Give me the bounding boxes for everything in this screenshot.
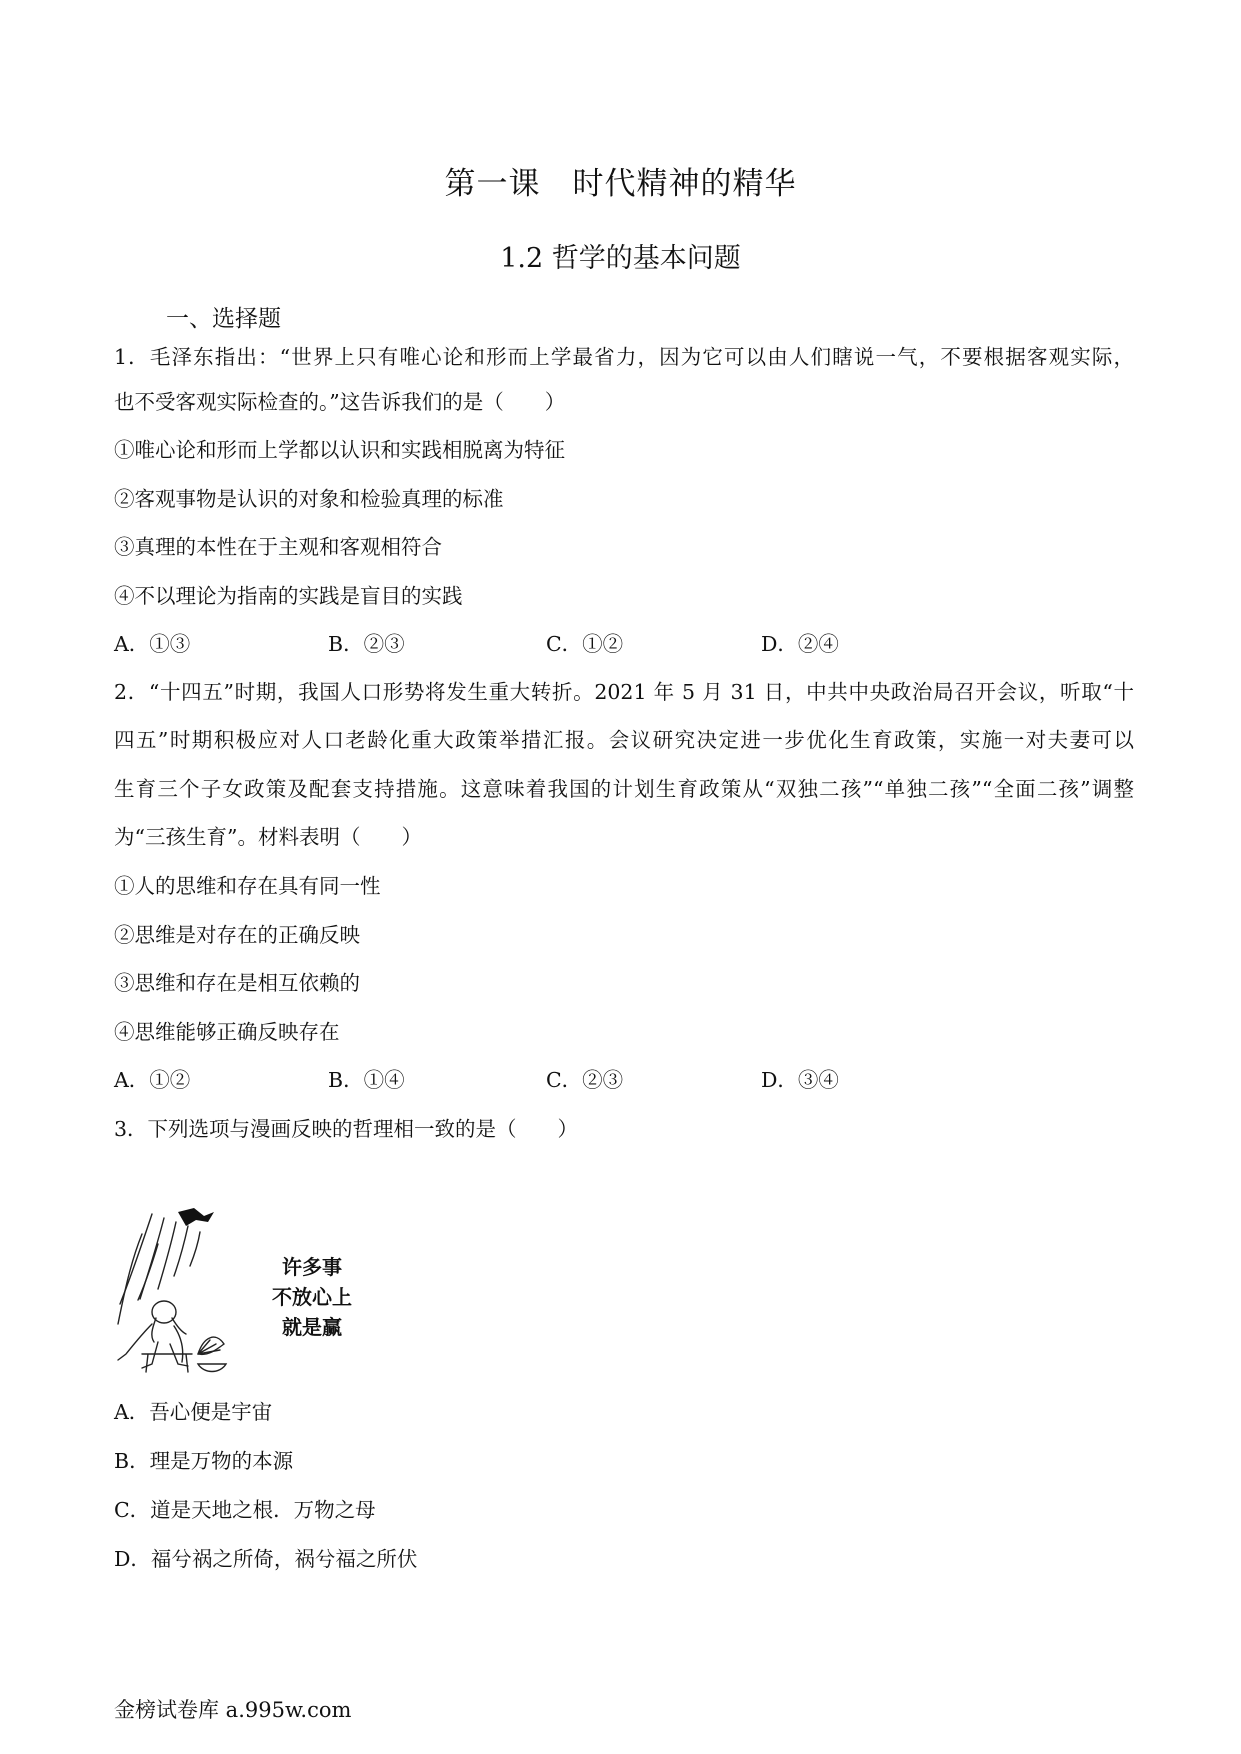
question-2-option-a[interactable]: A．①②	[114, 1068, 191, 1092]
question-3-stem: 3．下列选项与漫画反映的哲理相一致的是（ ）	[114, 1117, 579, 1141]
bird-icon	[178, 1208, 214, 1226]
question-1-statement-4: ④不以理论为指南的实践是盲目的实践	[114, 584, 463, 608]
footer-watermark: 金榜试卷库 a.995w.com	[114, 1698, 352, 1722]
question-3-option-c[interactable]: C．道是天地之根．万物之母	[114, 1498, 376, 1522]
cartoon-caption-line-1: 许多事	[282, 1255, 342, 1279]
cartoon-caption	[262, 1252, 362, 1342]
question-1-option-a[interactable]: A．①③	[114, 632, 191, 656]
question-2-stem-line-4: 为“三孩生育”。材料表明（ ）	[114, 825, 422, 849]
question-2-stem-line-1: 2．“十四五”时期，我国人口形势将发生重大转折。2021 年 5 月 31 日，中共中央政治局召开会议，听取“十	[114, 680, 1134, 704]
question-1-option-d[interactable]: D．②④	[761, 632, 839, 656]
section-subtitle: 1.2 哲学的基本问题	[500, 243, 741, 274]
question-2-statement-2: ②思维是对存在的正确反映	[114, 923, 360, 947]
question-1-stem-line-1: 1．毛泽东指出：“世界上只有唯心论和形而上学最省力，因为它可以由人们瞎说一气，不要根据客观实际，	[114, 345, 1134, 369]
question-3-option-d[interactable]: D．福兮祸之所倚，祸兮福之所伏	[114, 1547, 418, 1571]
question-1-statement-2: ②客观事物是认识的对象和检验真理的标准	[114, 487, 504, 511]
cartoon-caption-line-3: 就是赢	[282, 1315, 342, 1339]
question-2-stem-line-3: 生育三个子女政策及配套支持措施。这意味着我国的计划生育政策从“双独二孩”“单独二孩”“全面二孩”调整	[114, 777, 1134, 801]
question-1-option-b[interactable]: B．②③	[328, 632, 405, 656]
question-1-option-c[interactable]: C．①②	[546, 632, 624, 656]
question-2-statement-1: ①人的思维和存在具有同一性	[114, 874, 381, 898]
question-2-option-b[interactable]: B．①④	[328, 1068, 405, 1092]
question-1-statement-3: ③真理的本性在于主观和客观相符合	[114, 535, 442, 559]
question-3-option-a[interactable]: A．吾心便是宇宙	[114, 1400, 273, 1424]
question-3-option-b[interactable]: B．理是万物的本源	[114, 1449, 294, 1473]
question-2-statement-3: ③思维和存在是相互依赖的	[114, 971, 360, 995]
question-1-statement-1: ①唯心论和形而上学都以认识和实践相脱离为特征	[114, 438, 565, 462]
question-1-stem-line-2: 也不受客观实际检查的。”这告诉我们的是（ ）	[114, 390, 566, 414]
question-2-option-d[interactable]: D．③④	[761, 1068, 839, 1092]
lesson-title: 第一课 时代精神的精华	[444, 166, 797, 202]
question-2-statement-4: ④思维能够正确反映存在	[114, 1020, 340, 1044]
question-2-option-c[interactable]: C．②③	[546, 1068, 624, 1092]
question-type-heading: 一、选择题	[166, 306, 281, 332]
cartoon-caption-line-2: 不放心上	[272, 1285, 352, 1309]
question-2-stem-line-2: 四五”时期积极应对人口老龄化重大政策举措汇报。会议研究决定进一步优化生育政策，实施一对夫妻可以	[114, 728, 1134, 752]
